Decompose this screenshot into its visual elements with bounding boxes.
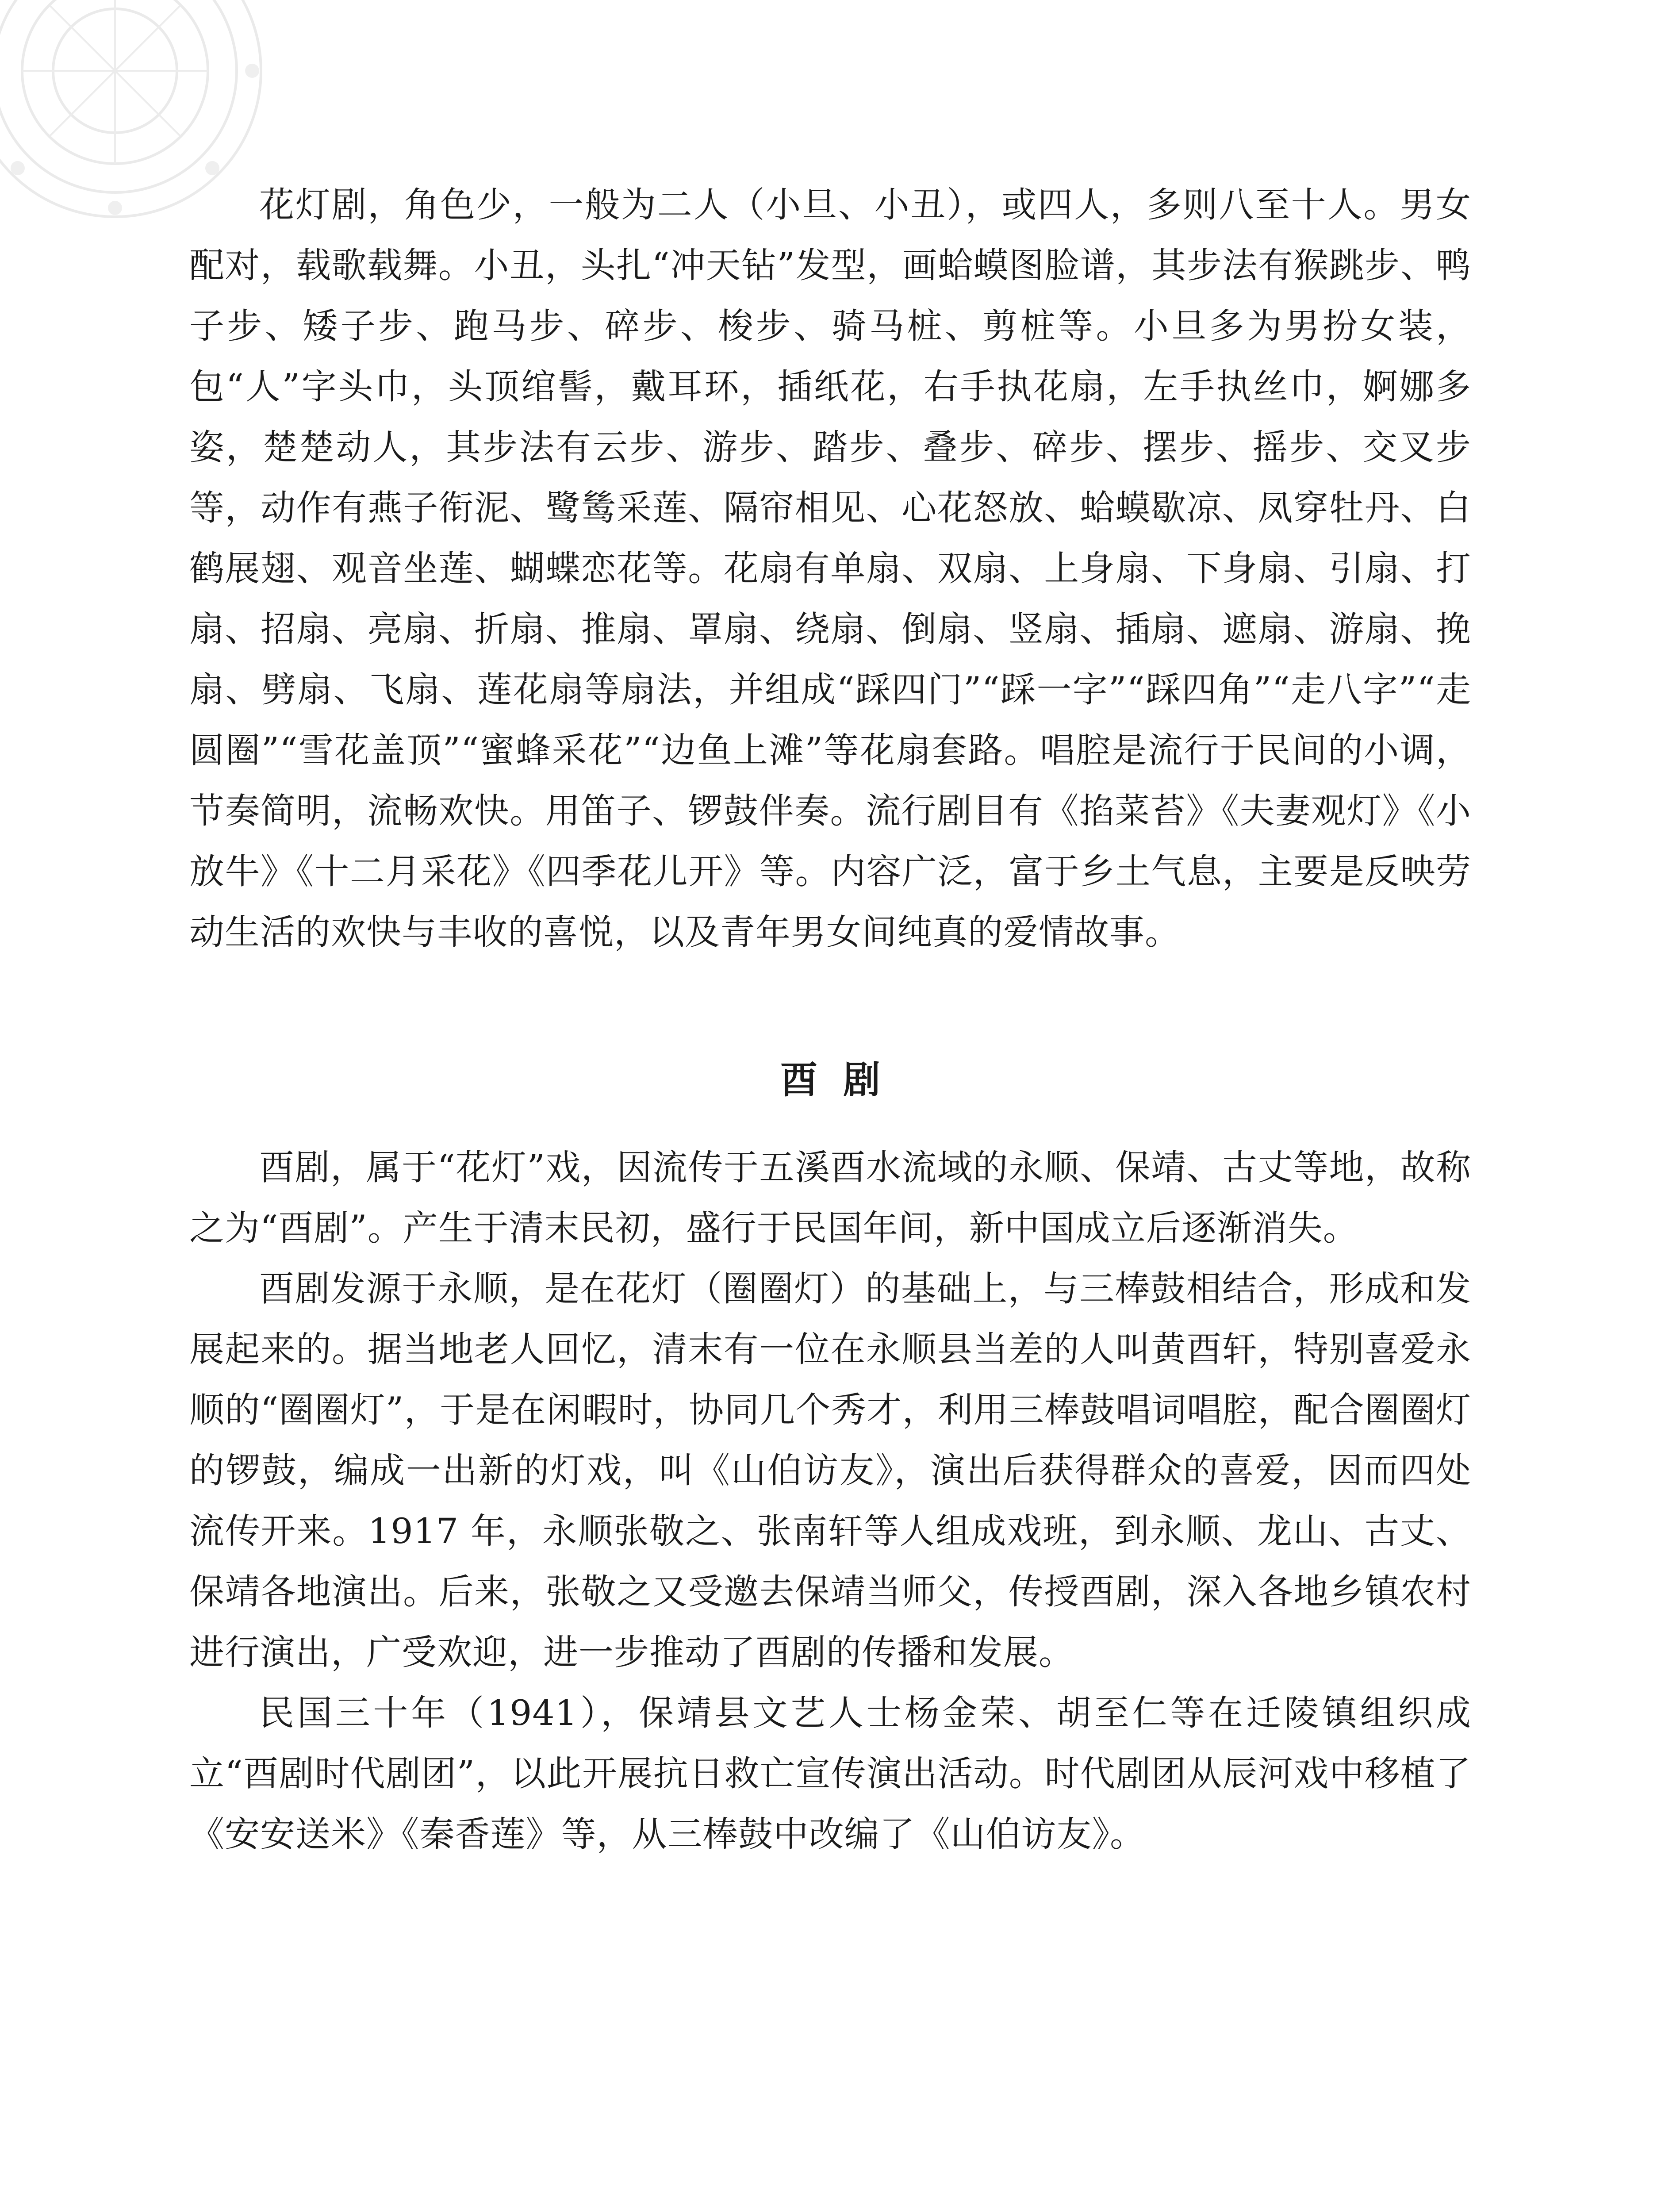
page-body — [189, 175, 1471, 1865]
page-footer — [182, 2207, 447, 2212]
body-paragraph: 民国三十年（1941），保靖县文艺人士杨金荣、胡至仁等在迁陵镇组织成立“酉剧时代剧团”，以此开展抗日救亡宣传演出活动。时代剧团从辰河戏中移植了《安安送米》《秦香莲》等，从三棒鼓中改编了《山伯访友》。 — [189, 1693, 1471, 1855]
section-title: 酉剧 — [780, 1058, 906, 1102]
body-paragraph: 花灯剧，角色少，一般为二人（小旦、小丑），或四人，多则八至十人。男女配对，载歌载舞。小丑，头扎“冲天钻”发型，画蛤蟆图脸谱，其步法有猴跳步、鸭子步、矮子步、跑马步、碎步、梭步、骑马桩、剪桩等。小旦多为男扮女装，包“人”字头巾，头顶绾髻，戴耳环，插纸花，右手执花扇，左手执丝巾，婀娜多姿，楚楚动人，其步法有云步、游步、踏步、叠步、碎步、摆步、摇步、交叉步等，动作有燕子衔泥、鹭鸶采莲、隔帘相见、心花怒放、蛤蟆歇凉、凤穿牡丹、白鹤展翅、观音坐莲、蝴蝶恋花等。花扇有单扇、双扇、上身扇、下身扇、引扇、打扇、招扇、亮扇、折扇、推扇、罩扇、绕扇、倒扇、竖扇、插扇、遮扇、游扇、挽扇、劈扇、飞扇、莲花扇等扇法，并组成“踩四门”“踩一字”“踩四角”“走八字”“走圆圈”“雪花盖顶”“蜜蜂采花”“边鱼上滩”等花扇套路。唱腔是流行于民间的小调，节奏简明，流畅欢快。用笛子、锣鼓伴奏。流行剧目有《掐菜苔》《夫妻观灯》《小放牛》《十二月采花》《四季花儿开》等。内容广泛，富于乡土气息，主要是反映劳动生活的欢快与丰收的喜悦，以及青年男女间纯真的爱情故事。 — [189, 184, 1471, 952]
body-paragraph: 酉剧，属于“花灯”戏，因流传于五溪酉水流域的永顺、保靖、古丈等地，故称之为“酉剧”。产生于清末民初，盛行于民国年间，新中国成立后逐渐消失。 — [189, 1147, 1471, 1248]
body-paragraph: 酉剧发源于永顺，是在花灯（圈圈灯）的基础上，与三棒鼓相结合，形成和发展起来的。据当地老人回忆，清末有一位在永顺县当差的人叫黄酉轩，特别喜爱永顺的“圈圈灯”，于是在闲暇时，协同几个秀才，利用三棒鼓唱词唱腔，配合圈圈灯的锣鼓，编成一出新的灯戏，叫《山伯访友》，演出后获得群众的喜爱，因而四处流传开来。1917 年，永顺张敬之、张南轩等人组成戏班，到永顺、龙山、古丈、保靖各地演出。后来，张敬之又受邀去保靖当师父，传授酉剧，深入各地乡镇农村进行演出，广受欢迎，进一步推动了酉剧的传播和发展。 — [189, 1268, 1471, 1673]
book-title — [245, 2207, 447, 2212]
